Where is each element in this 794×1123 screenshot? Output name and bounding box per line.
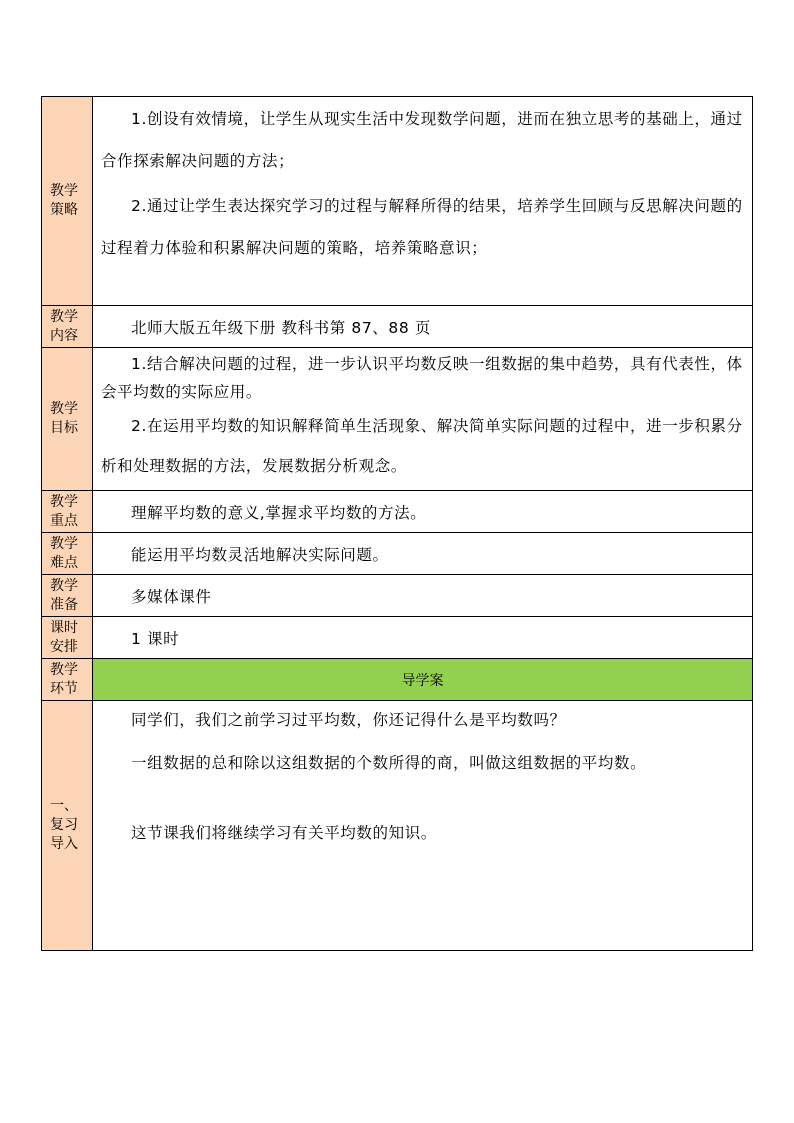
schedule-text: 1 课时 [131,629,180,648]
strategy-paragraph-2: 2.通过让学生表达探究学习的过程与解释所得的结果，培养学生回顾与反思解决问题的过程着力体验和积累解决问题的策略，培养策略意识； [101,197,743,257]
label-keypoint: 教学 重点 [42,491,93,533]
row-preparation [42,575,753,617]
row-difficulty [42,533,753,575]
cell-keypoint [93,491,753,533]
cell-review [93,701,753,951]
row-stage [42,659,753,701]
difficulty-text: 能运用平均数灵活地解决实际问题。 [131,545,389,564]
cell-preparation [93,575,753,617]
label-schedule: 课时 安排 [42,617,93,659]
review-paragraph-2: 一组数据的总和除以这组数据的个数所得的商，叫做这组数据的平均数。 [131,754,647,772]
cell-difficulty [93,533,753,575]
stage-banner: 导学案 [93,659,753,701]
label-content: 教学 内容 [42,306,93,348]
label-goals: 教学 目标 [42,348,93,491]
lesson-plan-table [41,96,753,951]
strategy-paragraph-1: 1.创设有效情境，让学生从现实生活中发现数学问题，进而在独立思考的基础上，通过合作探索解决问题的方法； [101,110,743,170]
preparation-text: 多媒体课件 [131,587,212,606]
label-review: 一、 复习 导入 [42,701,93,951]
label-difficulty: 教学 难点 [42,533,93,575]
review-paragraph-1: 同学们，我们之前学习过平均数，你还记得什么是平均数吗？ [131,711,566,729]
row-review [42,701,753,951]
cell-content [93,306,753,348]
goals-paragraph-2: 2.在运用平均数的知识解释简单生活现象、解决简单实际问题的过程中，进一步积累分析和处理数据的方法，发展数据分析观念。 [101,417,743,475]
review-paragraph-3: 这节课我们将继续学习有关平均数的知识。 [131,824,437,842]
row-goals [42,348,753,491]
cell-strategy [93,97,753,306]
content-text: 北师大版五年级下册 教科书第 87、88 页 [131,318,431,337]
row-schedule [42,617,753,659]
label-stage: 教学 环节 [42,659,93,701]
cell-schedule [93,617,753,659]
goals-paragraph-1: 1.结合解决问题的过程，进一步认识平均数反映一组数据的集中趋势，具有代表性，体会平均数的实际应用。 [101,355,743,401]
keypoint-text: 理解平均数的意义,掌握求平均数的方法。 [131,503,427,522]
row-content [42,306,753,348]
row-keypoint [42,491,753,533]
label-strategy: 教学 策略 [42,97,93,306]
label-preparation: 教学 准备 [42,575,93,617]
row-strategy [42,97,753,306]
cell-goals [93,348,753,491]
